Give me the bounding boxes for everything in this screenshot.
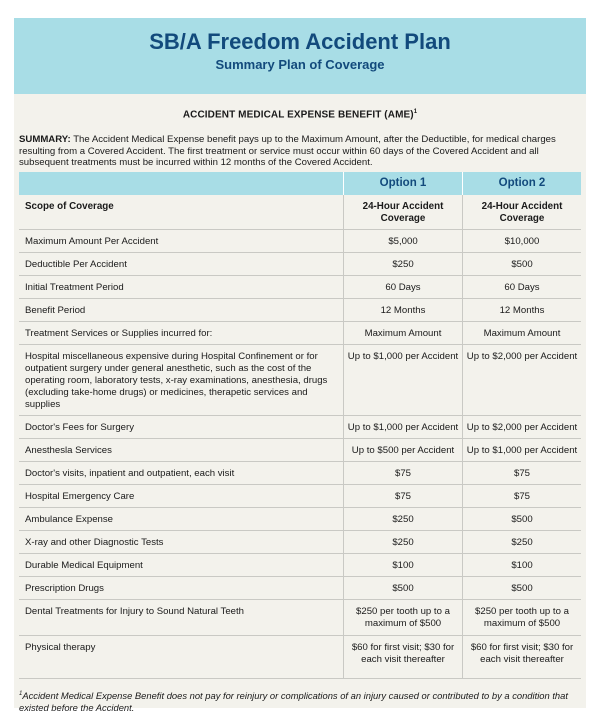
row-option-2: $100 [463,554,582,577]
row-option-1: $60 for first visit; $30 for each visit thereafter [344,636,463,679]
table-row [19,276,581,299]
section-title-text: ACCIDENT MEDICAL EXPENSE BENEFIT (AME) [182,109,414,121]
option-2-header: Option 2 [463,172,582,195]
coverage-table [19,172,581,680]
page-subtitle: Summary Plan of Coverage [215,57,385,72]
table-row [19,531,581,554]
row-option-1: Up to $500 per Accident [344,439,463,462]
row-option-2: $250 [463,531,582,554]
table-row [19,600,581,636]
row-label: Doctor's visits, inpatient and outpatient, each visit [19,462,344,485]
row-option-2: Up to $1,000 per Accident [463,439,582,462]
row-option-2: $60 for first visit; $30 for each visit thereafter [463,636,582,679]
row-option-1: $250 per tooth up to a maximum of $500 [344,600,463,636]
table-row [19,485,581,508]
row-option-2: Up to $2,000 per Accident [463,345,582,416]
scope-label: Scope of Coverage [19,195,344,230]
row-option-1: Up to $1,000 per Accident [344,416,463,439]
table-row [19,508,581,531]
table-row [19,345,581,416]
row-option-1: $250 [344,253,463,276]
row-label: Maximum Amount Per Accident [19,230,344,253]
row-label: Ambulance Expense [19,508,344,531]
row-label: Physical therapy [19,636,344,679]
summary-paragraph [19,134,581,168]
table-row [19,462,581,485]
row-label: Benefit Period [19,299,344,322]
document-header [14,18,586,94]
table-row [19,439,581,462]
footnote-text: Accident Medical Expense Benefit does not pay for reinjury or complications of an injury caused or contributed to by a condition that existed before the Accident. [19,690,568,713]
row-option-2: $500 [463,253,582,276]
scope-option-1: 24-Hour Accident Coverage [344,195,463,230]
row-option-1: $250 [344,508,463,531]
table-row [19,322,581,345]
row-option-1: $75 [344,485,463,508]
row-option-1: $250 [344,531,463,554]
table-row [19,577,581,600]
scope-row [19,195,581,230]
row-label: Durable Medical Equipment [19,554,344,577]
section-title [14,109,586,120]
row-label: Treatment Services or Supplies incurred for: [19,322,344,345]
row-option-1: 12 Months [344,299,463,322]
row-label: Dental Treatments for Injury to Sound Natural Teeth [19,600,344,636]
row-option-2: $75 [463,462,582,485]
row-option-2: $250 per tooth up to a maximum of $500 [463,600,582,636]
options-header-blank [19,172,344,195]
row-label: Hospital miscellaneous expensive during Hospital Confinement or for outpatient surgery under general anesthetic, such as the cost of the operating room, laboratory tests, x-ray examinations, anesthesia, drugs (excluding take-home drugs) or medicines, therapetic services and supplies [19,345,344,416]
row-option-2: 60 Days [463,276,582,299]
scope-option-2: 24-Hour Accident Coverage [463,195,582,230]
row-option-1: 60 Days [344,276,463,299]
summary-label: SUMMARY: [19,134,71,146]
row-option-1: $75 [344,462,463,485]
row-option-1: Maximum Amount [344,322,463,345]
table-row [19,299,581,322]
table-row [19,253,581,276]
row-label: Initial Treatment Period [19,276,344,299]
row-option-1: $5,000 [344,230,463,253]
table-row [19,554,581,577]
table-row [19,230,581,253]
row-option-2: 12 Months [463,299,582,322]
row-label: Hospital Emergency Care [19,485,344,508]
row-option-2: Up to $2,000 per Accident [463,416,582,439]
row-label: X-ray and other Diagnostic Tests [19,531,344,554]
row-option-2: Maximum Amount [463,322,582,345]
row-option-2: $500 [463,508,582,531]
page-title: SB/A Freedom Accident Plan [149,29,451,54]
row-option-1: $100 [344,554,463,577]
summary-text: The Accident Medical Expense benefit pays up to the Maximum Amount, after the Deductible, for medical charges resulting from a Covered Accident. The first treatment or service must occur within 60 days of the Covered Accident and all subsequent treatments must be incurred within 12 months of the Covered Accident. [19,134,556,169]
coverage-document [14,18,586,713]
table-row [19,416,581,439]
section-footnote-mark: 1 [413,109,418,115]
row-option-2: $10,000 [463,230,582,253]
footnote [19,689,581,713]
row-label: Prescription Drugs [19,577,344,600]
options-header-row [19,172,581,195]
row-option-2: $75 [463,485,582,508]
row-option-2: $500 [463,577,582,600]
row-label: Doctor's Fees for Surgery [19,416,344,439]
option-1-header: Option 1 [344,172,463,195]
table-row [19,636,581,679]
row-label: Deductible Per Accident [19,253,344,276]
row-label: Anesthesla Services [19,439,344,462]
footnote-mark: 1 [19,691,23,698]
row-option-1: Up to $1,000 per Accident [344,345,463,416]
row-option-1: $500 [344,577,463,600]
